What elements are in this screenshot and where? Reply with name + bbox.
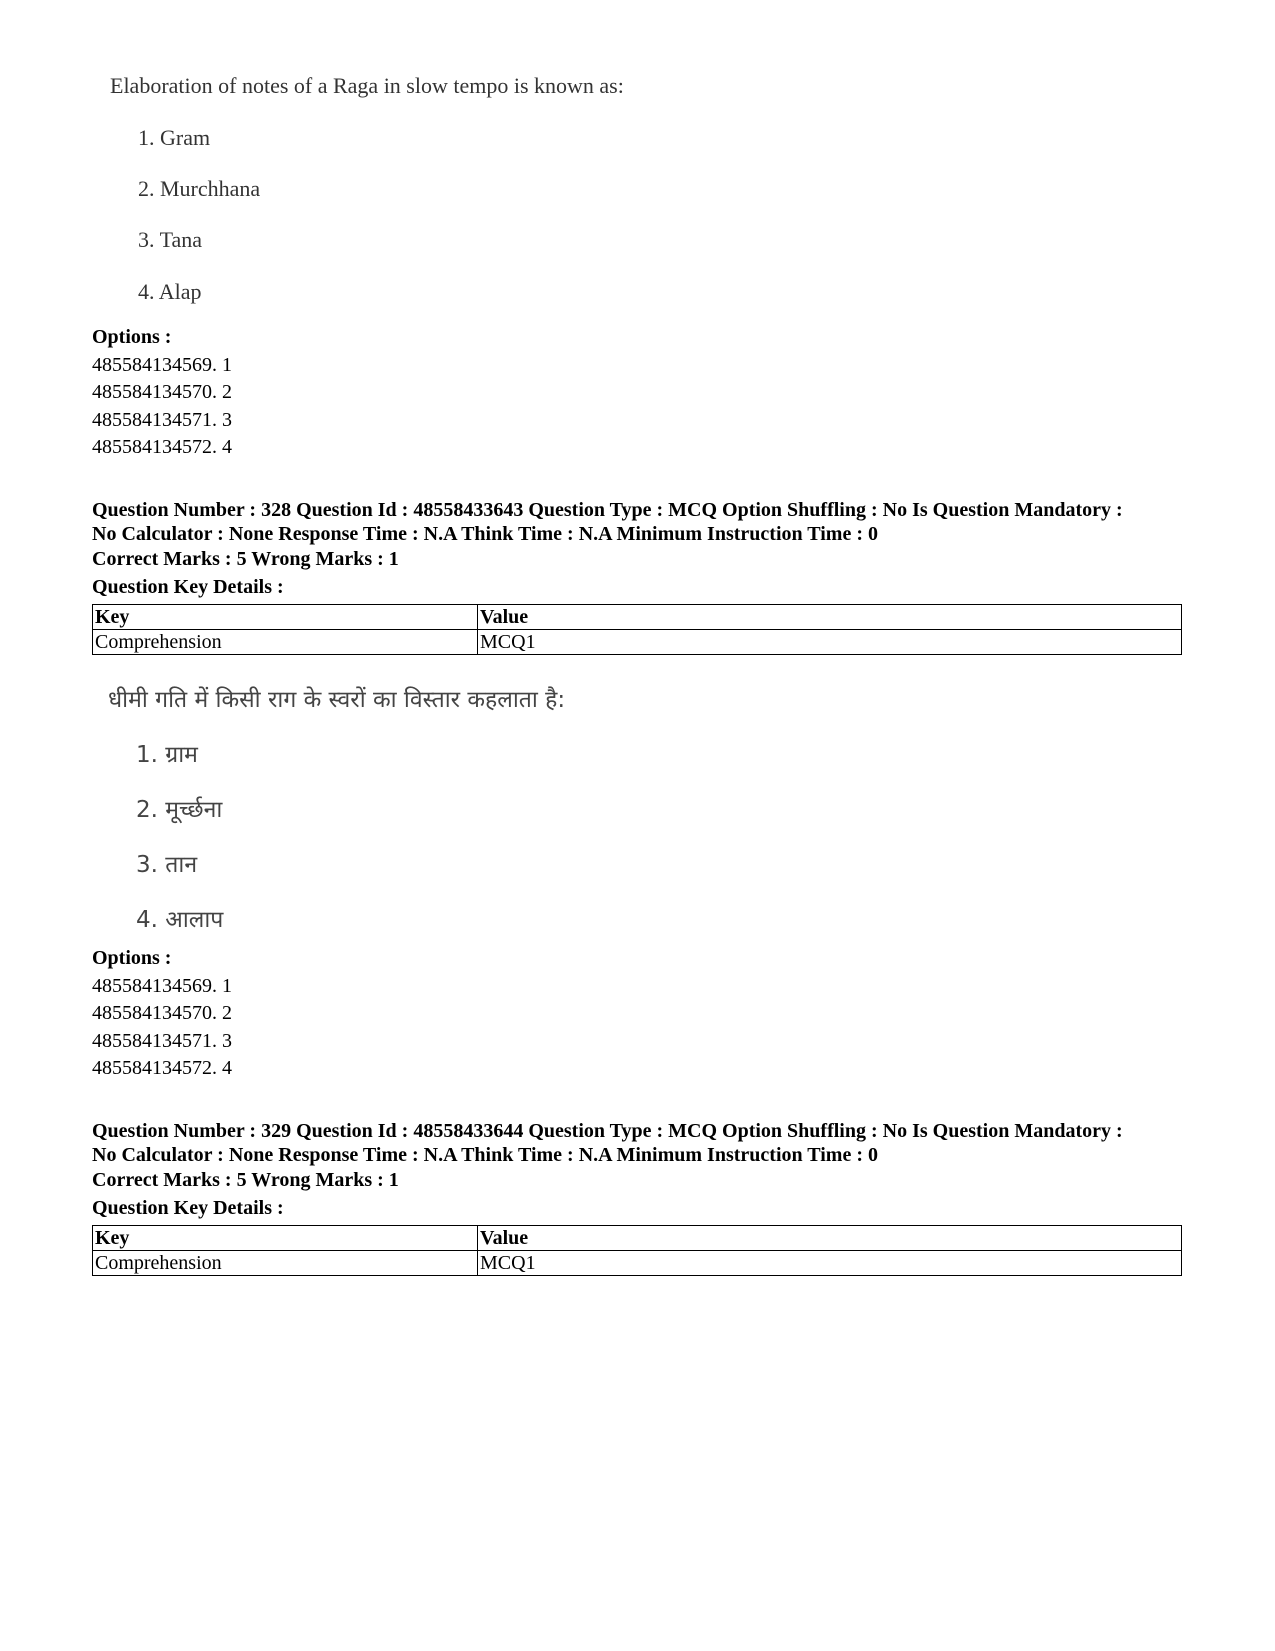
question-meta xyxy=(92,1119,1152,1167)
table-header-value: Value xyxy=(478,1226,1182,1251)
question-meta-line-2: No Calculator : None Response Time : N.A Think Time : N.A Minimum Instruction Time : 0 xyxy=(92,1144,878,1166)
option-id-1: 485584134569. 1 xyxy=(92,354,232,376)
key-details-table xyxy=(92,1225,1182,1276)
marks-info: Correct Marks : 5 Wrong Marks : 1 xyxy=(92,1169,399,1191)
options-label: Options : xyxy=(92,326,172,348)
choice-2: 2. Murchhana xyxy=(138,176,261,201)
key-details-label: Question Key Details : xyxy=(92,576,284,598)
table-header-row xyxy=(93,1226,1182,1251)
table-header-key: Key xyxy=(93,1226,478,1251)
table-cell-key: Comprehension xyxy=(93,1251,478,1276)
question-text-english: Elaboration of notes of a Raga in slow tempo is known as: xyxy=(110,73,624,98)
table-header-value: Value xyxy=(478,605,1182,630)
option-id-2: 485584134570. 2 xyxy=(92,1002,232,1024)
key-details-label: Question Key Details : xyxy=(92,1197,284,1219)
option-id-3: 485584134571. 3 xyxy=(92,409,232,431)
choice-3: 3. Tana xyxy=(138,227,203,252)
question-meta-line-2: No Calculator : None Response Time : N.A Think Time : N.A Minimum Instruction Time : 0 xyxy=(92,523,878,545)
question-meta xyxy=(92,498,1152,546)
choice-2: 2. मूर्च्छना xyxy=(136,797,223,823)
table-cell-value: MCQ1 xyxy=(478,1251,1182,1276)
table-header-key: Key xyxy=(93,605,478,630)
marks-info: Correct Marks : 5 Wrong Marks : 1 xyxy=(92,548,399,570)
table-row xyxy=(93,630,1182,655)
choice-1: 1. ग्राम xyxy=(136,742,198,768)
option-id-4: 485584134572. 4 xyxy=(92,436,232,458)
option-id-2: 485584134570. 2 xyxy=(92,381,232,403)
choice-4: 4. Alap xyxy=(138,279,202,304)
option-id-4: 485584134572. 4 xyxy=(92,1057,232,1079)
option-id-1: 485584134569. 1 xyxy=(92,975,232,997)
choice-4: 4. आलाप xyxy=(136,907,224,933)
option-id-3: 485584134571. 3 xyxy=(92,1030,232,1052)
question-meta-line-1: Question Number : 328 Question Id : 48558433643 Question Type : MCQ Option Shuffling : No Is Question Mandatory : xyxy=(92,499,1123,521)
key-details-table xyxy=(92,604,1182,655)
table-cell-key: Comprehension xyxy=(93,630,478,655)
options-label: Options : xyxy=(92,947,172,969)
table-cell-value: MCQ1 xyxy=(478,630,1182,655)
question-meta-line-1: Question Number : 329 Question Id : 48558433644 Question Type : MCQ Option Shuffling : No Is Question Mandatory : xyxy=(92,1120,1123,1142)
choice-3: 3. तान xyxy=(136,852,198,878)
table-row xyxy=(93,1251,1182,1276)
question-text-hindi: धीमी गति में किसी राग के स्वरों का विस्तार कहलाता है: xyxy=(108,687,566,713)
choice-1: 1. Gram xyxy=(138,125,211,150)
table-header-row xyxy=(93,605,1182,630)
